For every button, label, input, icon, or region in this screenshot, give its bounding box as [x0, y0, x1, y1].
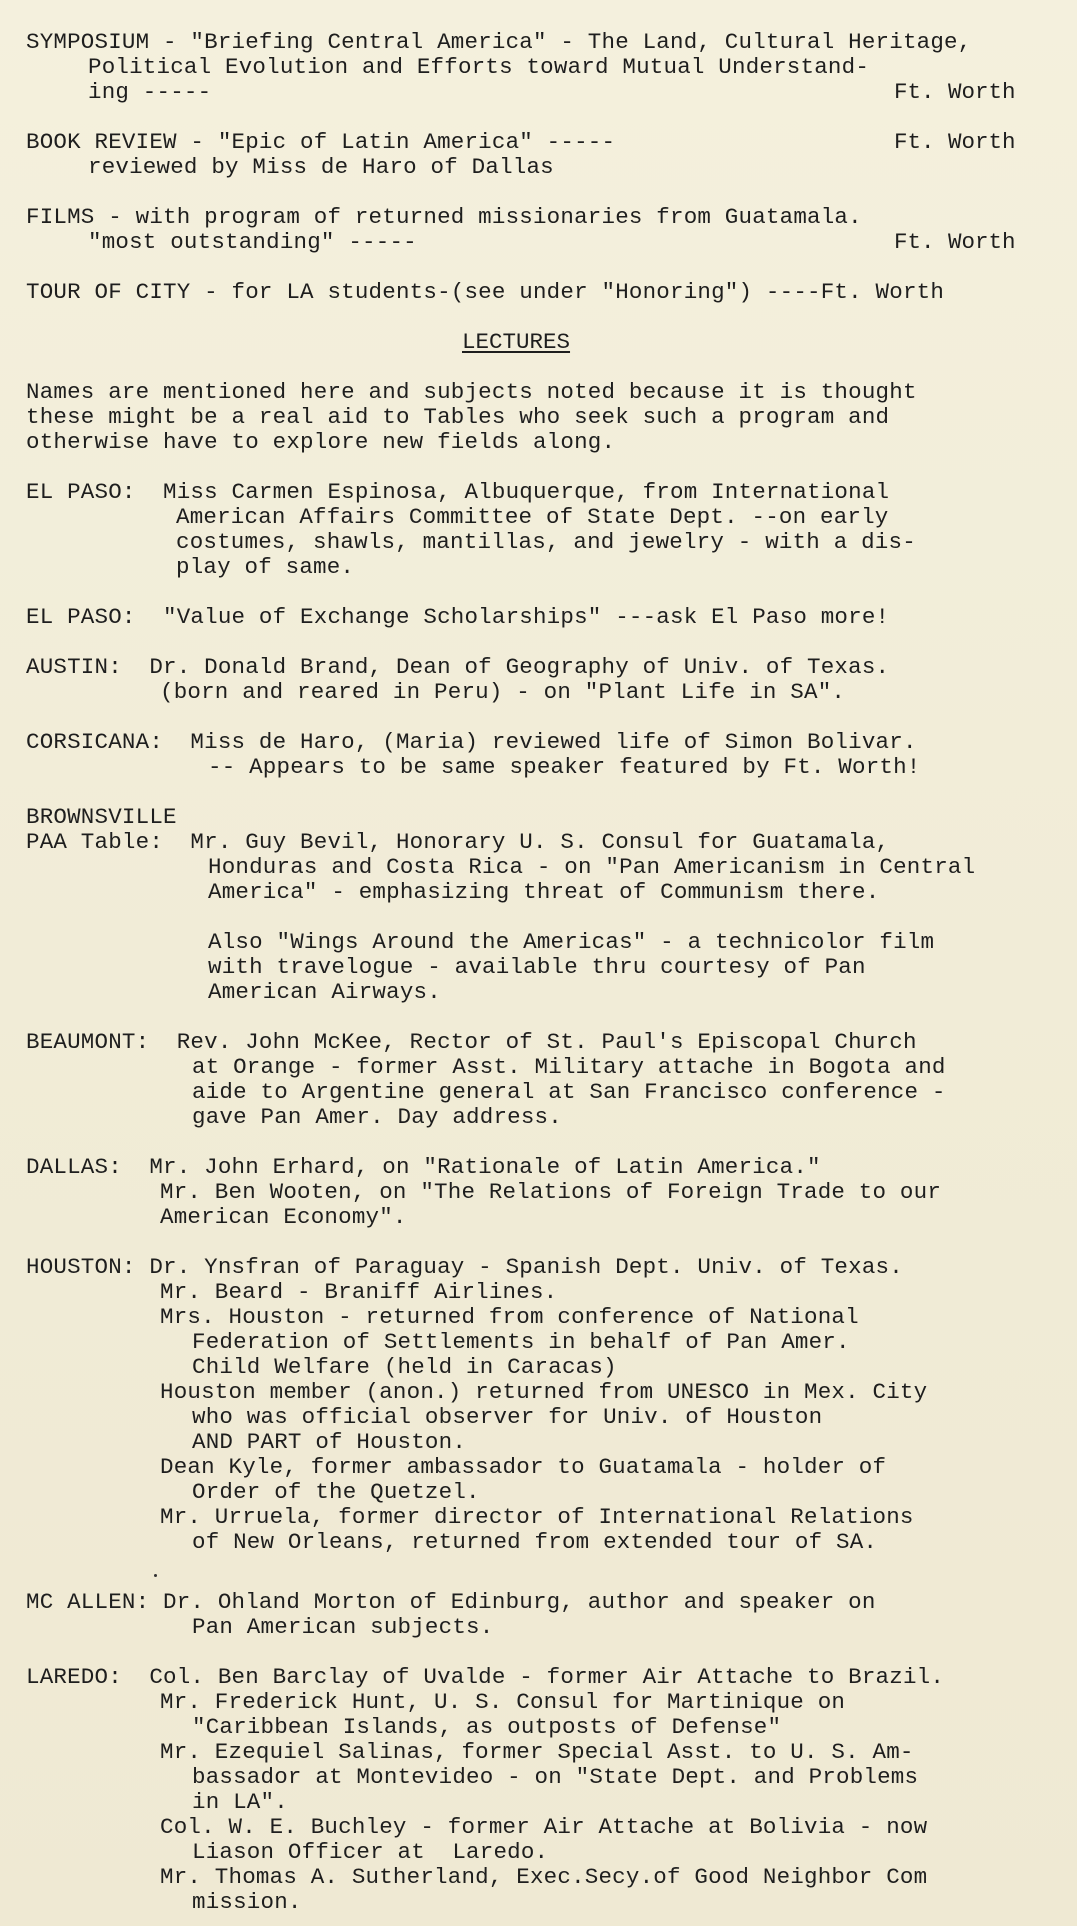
text-line: Political Evolution and Efforts toward Mutual Understand-: [88, 54, 870, 80]
location-label: Ft. Worth: [894, 79, 1016, 105]
text-line: American Airways.: [208, 979, 441, 1005]
text-line: Honduras and Costa Rica - on "Pan Americanism in Central: [208, 854, 976, 880]
text-line: mission.: [192, 1889, 302, 1915]
text-line: Order of the Quetzel.: [192, 1479, 480, 1505]
text-line: who was official observer for Univ. of Houston: [192, 1404, 823, 1430]
text-line: aide to Argentine general at San Francisco conference -: [192, 1079, 946, 1105]
text-line: BROWNSVILLE: [26, 804, 177, 830]
text-line: Mr. Frederick Hunt, U. S. Consul for Martinique on: [160, 1689, 846, 1715]
text-line: costumes, shawls, mantillas, and jewelry - with a dis-: [176, 529, 916, 555]
location-label: Ft. Worth: [894, 229, 1016, 255]
text-line: HOUSTON: Dr. Ynsfran of Paraguay - Spanish Dept. Univ. of Texas.: [26, 1254, 903, 1280]
text-line: -- Appears to be same speaker featured by Ft. Worth!: [208, 754, 921, 780]
text-line: PAA Table: Mr. Guy Bevil, Honorary U. S. Consul for Guatamala,: [26, 829, 890, 855]
text-line: reviewed by Miss de Haro of Dallas: [88, 154, 554, 180]
text-line: with travelogue - available thru courtesy of Pan: [208, 954, 866, 980]
text-line: DALLAS: Mr. John Erhard, on "Rationale of Latin America.": [26, 1154, 821, 1180]
text-line: Mr. Beard - Braniff Airlines.: [160, 1279, 558, 1305]
text-line: TOUR OF CITY - for LA students-(see under "Honoring") ----Ft. Worth: [26, 279, 945, 305]
text-line: MC ALLEN: Dr. Ohland Morton of Edinburg, author and speaker on: [26, 1589, 876, 1615]
text-line: Federation of Settlements in behalf of Pan Amer.: [192, 1329, 850, 1355]
text-line: Names are mentioned here and subjects noted because it is thought: [26, 379, 917, 405]
text-line: BEAUMONT: Rev. John McKee, Rector of St. Paul's Episcopal Church: [26, 1029, 917, 1055]
text-line: in LA".: [192, 1789, 288, 1815]
text-line: SYMPOSIUM - "Briefing Central America" - The Land, Cultural Heritage,: [26, 29, 972, 55]
text-line: at Orange - former Asst. Military attache in Bogota and: [192, 1054, 946, 1080]
text-line: Mr. Ezequiel Salinas, former Special Asst. to U. S. Am-: [160, 1739, 914, 1765]
text-line: FILMS - with program of returned missionaries from Guatamala.: [26, 204, 862, 230]
text-line: bassador at Montevideo - on "State Dept. and Problems: [192, 1764, 919, 1790]
text-line: CORSICANA: Miss de Haro, (Maria) reviewed life of Simon Bolivar.: [26, 729, 917, 755]
text-line: Dean Kyle, former ambassador to Guatamala - holder of: [160, 1454, 887, 1480]
text-line: America" - emphasizing threat of Communism there.: [208, 879, 880, 905]
text-line: Houston member (anon.) returned from UNESCO in Mex. City: [160, 1379, 928, 1405]
text-line: "Caribbean Islands, as outposts of Defense": [192, 1714, 782, 1740]
text-line: BOOK REVIEW - "Epic of Latin America" -----: [26, 129, 616, 155]
text-line: (born and reared in Peru) - on "Plant Life in SA".: [160, 679, 846, 705]
text-line: otherwise have to explore new fields along.: [26, 429, 616, 455]
location-label: Ft. Worth: [894, 129, 1016, 155]
text-line: Col. W. E. Buchley - former Air Attache at Bolivia - now: [160, 1814, 928, 1840]
text-line: Mrs. Houston - returned from conference of National: [160, 1304, 859, 1330]
stray-mark: [154, 1574, 157, 1577]
text-line: play of same.: [176, 554, 355, 580]
text-line: LAREDO: Col. Ben Barclay of Uvalde - former Air Attache to Brazil.: [26, 1664, 945, 1690]
text-line: Pan American subjects.: [192, 1614, 494, 1640]
text-line: Liason Officer at Laredo.: [192, 1839, 549, 1865]
text-line: Mr. Thomas A. Sutherland, Exec.Secy.of Good Neighbor Com: [160, 1864, 928, 1890]
text-line: Also "Wings Around the Americas" - a technicolor film: [208, 929, 935, 955]
text-line: EL PASO: "Value of Exchange Scholarships" ---ask El Paso more!: [26, 604, 890, 630]
text-line: Mr. Ben Wooten, on "The Relations of Foreign Trade to our: [160, 1179, 942, 1205]
text-line: of New Orleans, returned from extended tour of SA.: [192, 1529, 878, 1555]
text-line: EL PASO: Miss Carmen Espinosa, Albuquerque, from International: [26, 479, 890, 505]
text-line: Mr. Urruela, former director of International Relations: [160, 1504, 914, 1530]
text-line: these might be a real aid to Tables who seek such a program and: [26, 404, 890, 430]
section-heading-lectures: LECTURES: [462, 329, 571, 355]
text-line: American Affairs Committee of State Dept. --on early: [176, 504, 889, 530]
text-line: AND PART of Houston.: [192, 1429, 467, 1455]
text-line: "most outstanding" -----: [88, 229, 417, 255]
text-line: AUSTIN: Dr. Donald Brand, Dean of Geography of Univ. of Texas.: [26, 654, 890, 680]
text-line: gave Pan Amer. Day address.: [192, 1104, 562, 1130]
text-line: Child Welfare (held in Caracas): [192, 1354, 617, 1380]
text-line: ing -----: [88, 79, 212, 105]
text-line: American Economy".: [160, 1204, 407, 1230]
